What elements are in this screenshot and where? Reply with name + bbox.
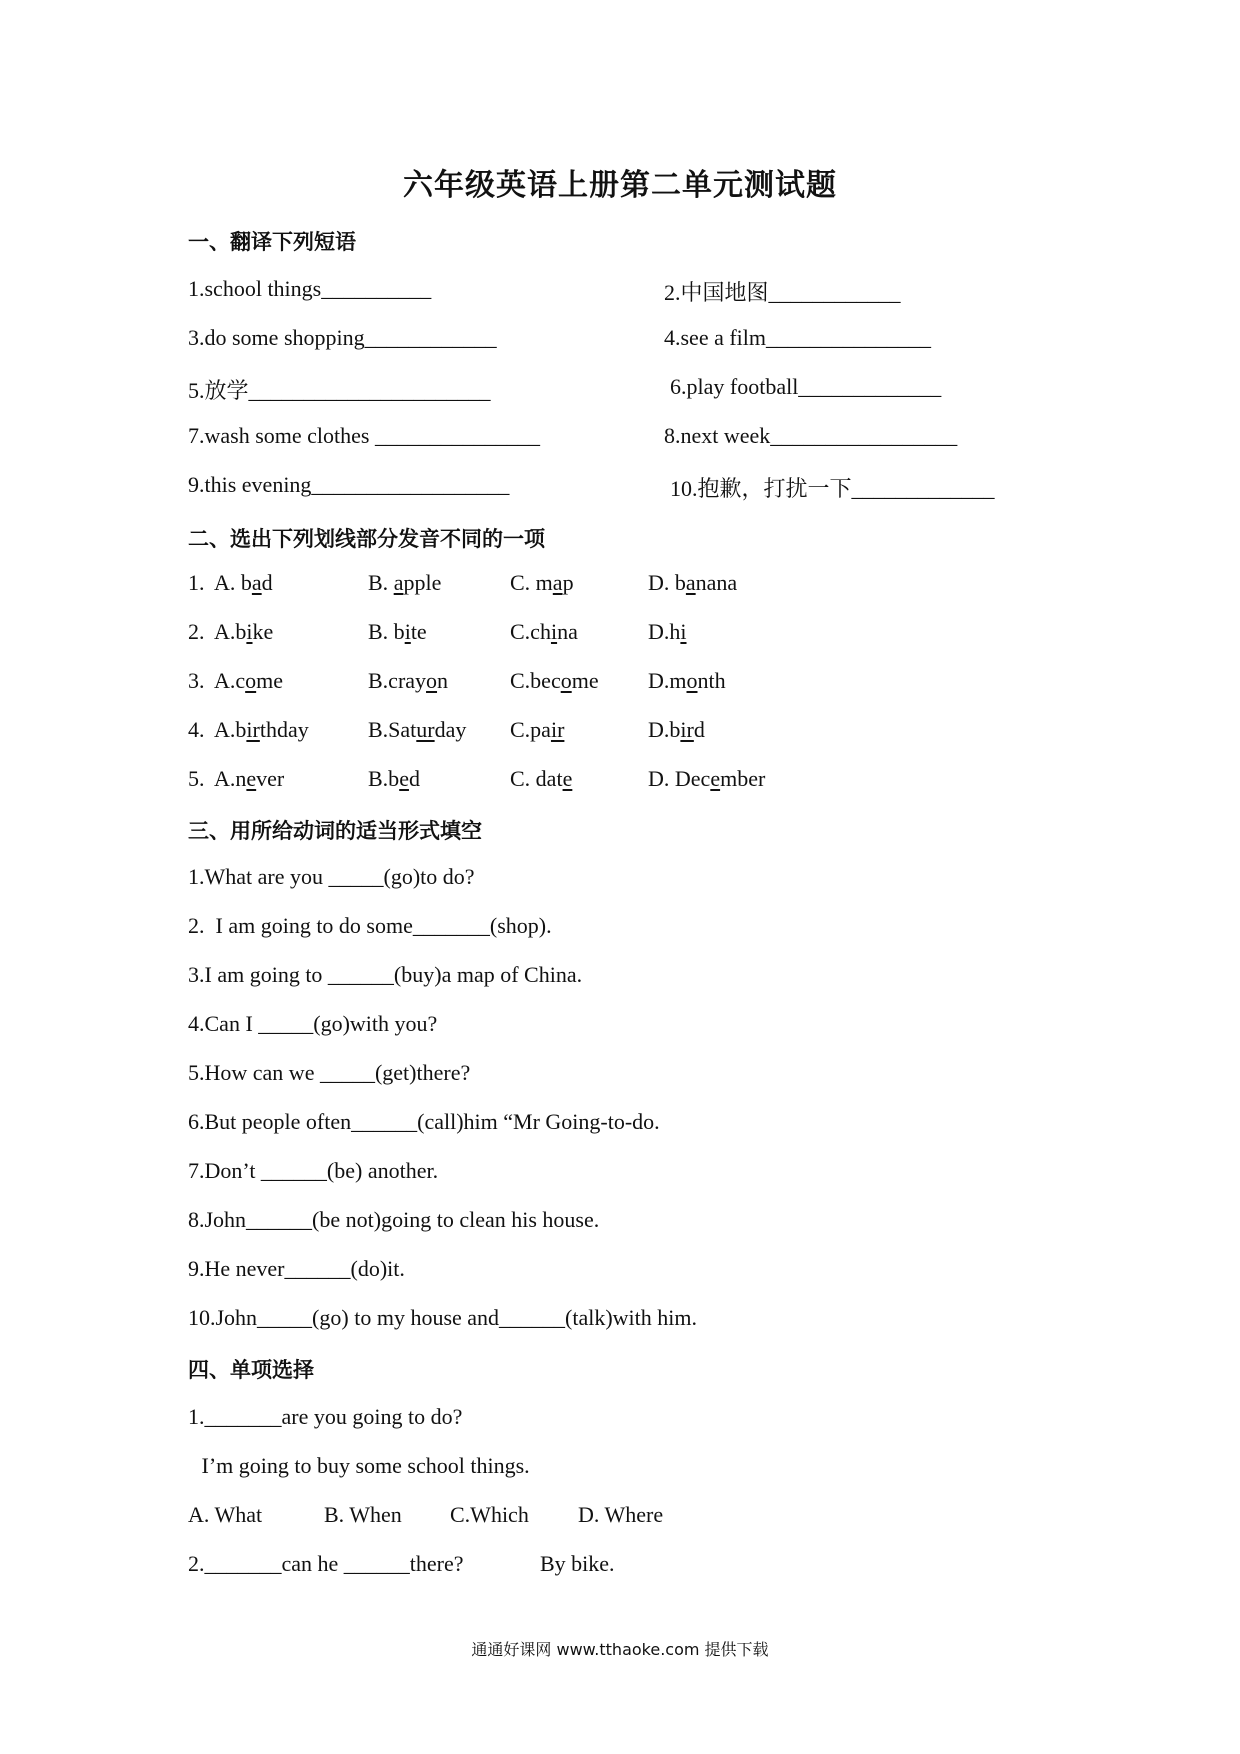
pronunciation-option-c: C. map bbox=[510, 570, 574, 595]
s3-item-7: 7.Don’t ______(be) another. bbox=[188, 1158, 439, 1183]
pronunciation-option-a: A.birthday bbox=[214, 717, 309, 742]
pronunciation-option-b: B. apple bbox=[368, 570, 442, 595]
underlined-sound: i bbox=[680, 619, 687, 644]
s1-item-9: 9.this evening__________________ bbox=[188, 472, 510, 497]
underlined-sound: e bbox=[562, 766, 573, 791]
underlined-sound: ir bbox=[246, 717, 260, 742]
s4-question-1-dialogue: I’m going to buy some school things. bbox=[196, 1453, 530, 1478]
underlined-sound: a bbox=[552, 570, 563, 595]
underlined-sound: e bbox=[710, 766, 721, 791]
pronunciation-option-a: A.never bbox=[214, 766, 285, 791]
section-3-heading: 三、用所给动词的适当形式填空 bbox=[188, 819, 482, 843]
pronunciation-option-d: D. banana bbox=[648, 570, 738, 595]
pronunciation-row-number: 4. bbox=[188, 717, 205, 742]
pronunciation-row-number: 1. bbox=[188, 570, 205, 595]
s1-item-2: 2.中国地图____________ bbox=[664, 280, 901, 305]
pronunciation-option-d: D.hi bbox=[648, 619, 687, 644]
s3-item-6: 6.But people often______(call)him “Mr Going-to-do. bbox=[188, 1109, 660, 1134]
s1-item-5: 5.放学______________________ bbox=[188, 378, 491, 403]
s4-question-2-answer: By bike. bbox=[540, 1551, 615, 1576]
pronunciation-option-d: D.bird bbox=[648, 717, 705, 742]
underlined-sound: ir bbox=[550, 717, 565, 742]
underlined-sound: e bbox=[399, 766, 409, 791]
pronunciation-option-a: A. bad bbox=[214, 570, 273, 595]
s4-q1-option-a: A. What bbox=[188, 1502, 263, 1527]
pronunciation-option-c: C.pair bbox=[510, 717, 565, 742]
s4-q1-option-d: D. Where bbox=[578, 1502, 664, 1527]
underlined-sound: ir bbox=[680, 717, 694, 742]
s3-item-10: 10.John_____(go) to my house and______(talk)with him. bbox=[188, 1305, 698, 1330]
page-title: 六年级英语上册第二单元测试题 bbox=[403, 168, 837, 203]
section-2-heading: 二、选出下列划线部分发音不同的一项 bbox=[188, 527, 545, 551]
s3-item-3: 3.I am going to ______(buy)a map of China. bbox=[188, 962, 583, 987]
s4-q1-option-c: C.Which bbox=[450, 1502, 529, 1527]
pronunciation-row-number: 2. bbox=[188, 619, 205, 644]
pronunciation-option-c: C.become bbox=[510, 668, 599, 693]
s1-item-4: 4.see a film_______________ bbox=[664, 325, 932, 350]
s1-item-3: 3.do some shopping____________ bbox=[188, 325, 497, 350]
underlined-sound: e bbox=[246, 766, 257, 791]
s1-item-8: 8.next week_________________ bbox=[664, 423, 958, 448]
pronunciation-option-c: C.china bbox=[510, 619, 578, 644]
s3-item-5: 5.How can we _____(get)there? bbox=[188, 1060, 471, 1085]
s1-item-7: 7.wash some clothes _______________ bbox=[188, 423, 540, 448]
underlined-sound: o bbox=[686, 668, 698, 693]
s4-question-2: 2._______can he ______there? bbox=[188, 1551, 464, 1576]
s4-q1-option-b: B. When bbox=[324, 1502, 402, 1527]
s3-item-1: 1.What are you _____(go)to do? bbox=[188, 864, 475, 889]
pronunciation-option-a: A.bike bbox=[214, 619, 274, 644]
s3-item-8: 8.John______(be not)going to clean his house. bbox=[188, 1207, 600, 1232]
underlined-sound: i bbox=[404, 619, 411, 644]
pronunciation-option-d: D. December bbox=[648, 766, 766, 791]
s4-question-1: 1._______are you going to do? bbox=[188, 1404, 463, 1429]
underlined-sound: i bbox=[550, 619, 558, 644]
pronunciation-option-d: D.month bbox=[648, 668, 726, 693]
pronunciation-row-number: 3. bbox=[188, 668, 205, 693]
pronunciation-option-c: C. date bbox=[510, 766, 573, 791]
underlined-sound: i bbox=[246, 619, 253, 644]
underlined-sound: ur bbox=[416, 717, 435, 742]
underlined-sound: o bbox=[560, 668, 572, 693]
underlined-sound: o bbox=[426, 668, 438, 693]
s1-item-10: 10.抱歉，打扰一下_____________ bbox=[670, 476, 995, 501]
s3-item-4: 4.Can I _____(go)with you? bbox=[188, 1011, 438, 1036]
s3-item-9: 9.He never______(do)it. bbox=[188, 1256, 405, 1281]
s1-item-6: 6.play football_____________ bbox=[670, 374, 942, 399]
s3-item-2: 2. I am going to do some_______(shop). bbox=[188, 913, 552, 938]
footer-source: 通通好课网 www.tthaoke.com 提供下载 bbox=[471, 1640, 769, 1659]
pronunciation-option-b: B.crayon bbox=[368, 668, 449, 693]
underlined-sound: a bbox=[393, 570, 404, 595]
pronunciation-option-b: B.bed bbox=[368, 766, 420, 791]
section-4-heading: 四、单项选择 bbox=[188, 1358, 314, 1382]
underlined-sound: o bbox=[245, 668, 257, 693]
underlined-sound: a bbox=[685, 570, 696, 595]
section-1-heading: 一、翻译下列短语 bbox=[188, 230, 356, 254]
pronunciation-row-number: 5. bbox=[188, 766, 205, 791]
pronunciation-option-b: B. bite bbox=[368, 619, 427, 644]
s1-item-1: 1.school things__________ bbox=[188, 276, 432, 301]
pronunciation-option-a: A.come bbox=[214, 668, 284, 693]
underlined-sound: a bbox=[251, 570, 262, 595]
pronunciation-option-b: B.Saturday bbox=[368, 717, 467, 742]
